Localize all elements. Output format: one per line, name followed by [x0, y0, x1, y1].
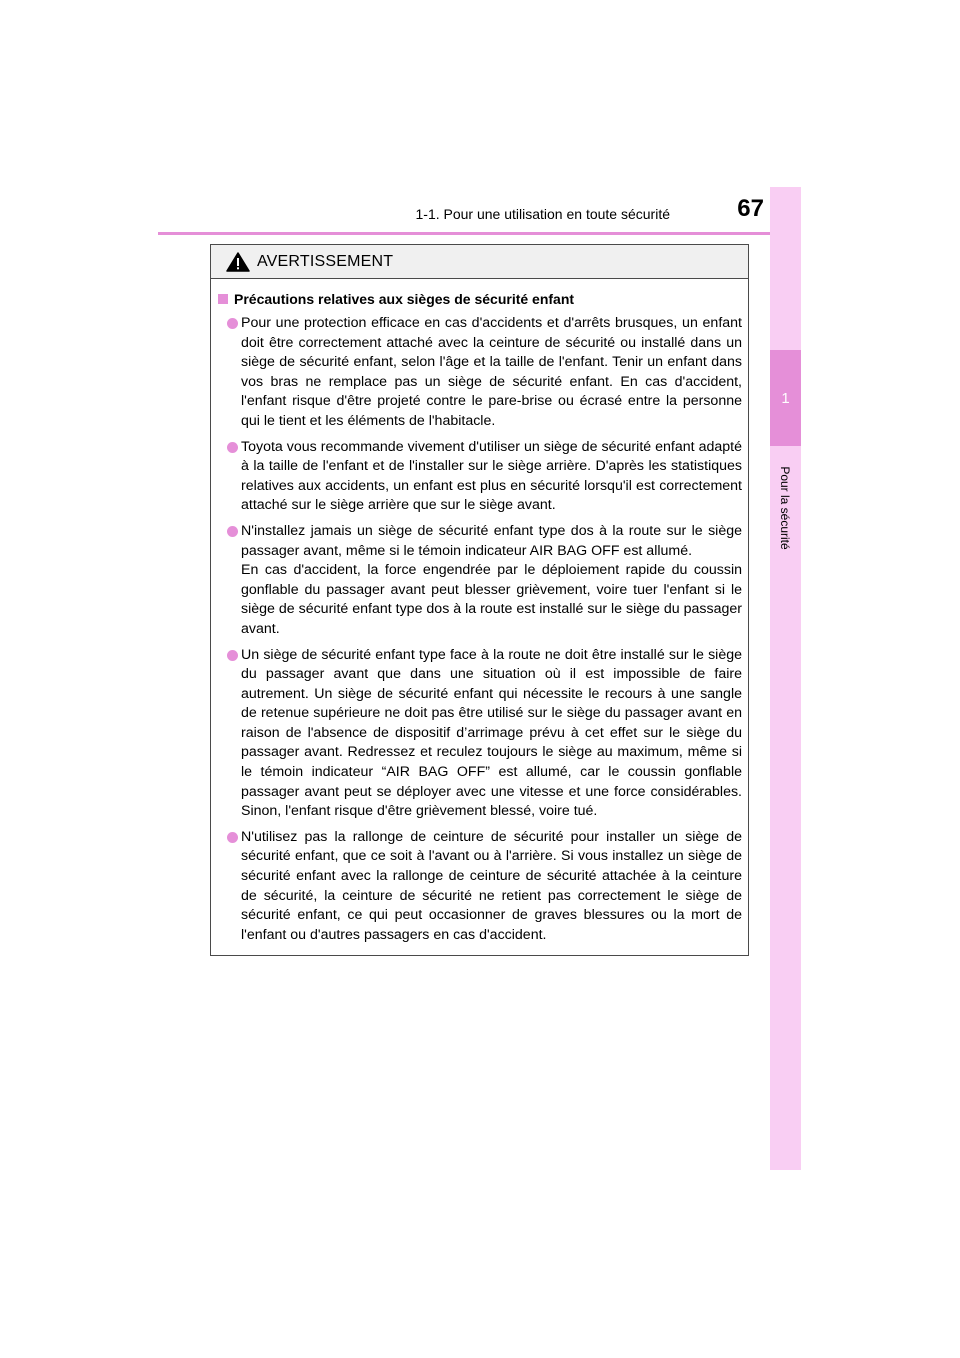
chapter-side-tab	[770, 187, 801, 1170]
section-heading: 1-1. Pour une utilisation en toute sécurité	[415, 206, 670, 222]
list-item	[217, 438, 742, 516]
header-divider	[158, 232, 801, 235]
warning-body	[211, 279, 748, 945]
section-title	[217, 289, 742, 309]
list-item-text: Toyota vous recommande vivement d'utiliser un siège de sécurité enfant adapté à la taille de l'enfant et de l'installer sur le siège arrière. D'après les statistiques relatives aux accidents, un enfant est plus en sécurité lorsqu'il est correctement attaché sur le siège arrière que sur le siège avant.	[241, 438, 742, 514]
warning-title: AVERTISSEMENT	[257, 252, 394, 270]
warning-triangle-icon	[226, 252, 250, 272]
page-number: 67	[737, 195, 764, 222]
warning-header	[211, 245, 748, 279]
list-item	[217, 828, 742, 946]
list-item-text: N'utilisez pas la rallonge de ceinture de sécurité pour installer un siège de sécurité enfant, que ce soit à l'avant ou à l'arrière. Si vous installez un siège de sécurité enfant avec la rallonge de ceinture de sécurité attachée à la ceinture de sécurité, la ceinture de sécurité ne retient pas correctement le siège de sécurité enfant, ce qui peut occasionner de graves blessures ou la mort de l'enfant ou d'autres passagers en cas d'accident.	[241, 828, 742, 943]
circle-bullet-icon	[227, 526, 238, 537]
list-item	[217, 646, 742, 822]
list-item	[217, 522, 742, 640]
circle-bullet-icon	[227, 832, 238, 843]
list-item-text: Pour une protection efficace en cas d'accidents et d'arrêts brusques, un enfant doit être correctement attaché avec la ceinture de sécurité ou installé dans un siège de sécurité enfant, selon l'âge et la taille de l'enfant. Tenir un enfant dans vos bras ne remplace pas un siège de sécurité enfant. En cas d'accident, l'enfant risque d'être projeté contre le pare-brise ou écrasé entre la personne qui le tient et les éléments de l'habitacle.	[241, 315, 742, 429]
list-item	[217, 314, 742, 432]
chapter-label: Pour la sécurité	[778, 466, 792, 550]
warning-box	[210, 244, 749, 956]
circle-bullet-icon	[227, 442, 238, 453]
list-item-text: Un siège de sécurité enfant type face à la route ne doit être installé sur le siège du passager avant que dans une situation où il est impossible de faire autrement. Un siège de sécurité enfant qui nécessite le recours à une sangle de retenue supérieure ne doit pas être utilisé sur le siège du passager avant en raison de l'absence de dispositif d’arrimage prévu à cet effet sur le siège du passager avant. Redressez et reculez toujours le siège au maximum, même si le témoin indicateur “AIR BAG OFF” est allumé, car le coussin gonflable passager avant peut se déployer avec une vitesse et une force considérables. Sinon, l'enfant risque d'être grièvement blessé, voire tué.	[241, 646, 742, 820]
chapter-number: 1	[781, 389, 790, 407]
circle-bullet-icon	[227, 318, 238, 329]
list-item-text-continued: En cas d'accident, la force engendrée par le déploiement rapide du coussin gonflable du passager avant peut blesser grièvement, voire tuer l'enfant si le siège de sécurité enfant type dos à la route est installé sur le siège du passager avant.	[241, 562, 742, 637]
section-title-text: Précautions relatives aux sièges de sécurité enfant	[234, 291, 575, 307]
chapter-number-tab	[770, 350, 801, 446]
square-bullet-icon	[218, 294, 228, 304]
list-item-text: N'installez jamais un siège de sécurité enfant type dos à la route sur le siège passager avant, même si le témoin indicateur AIR BAG OFF est allumé.	[241, 522, 742, 559]
circle-bullet-icon	[227, 650, 238, 661]
